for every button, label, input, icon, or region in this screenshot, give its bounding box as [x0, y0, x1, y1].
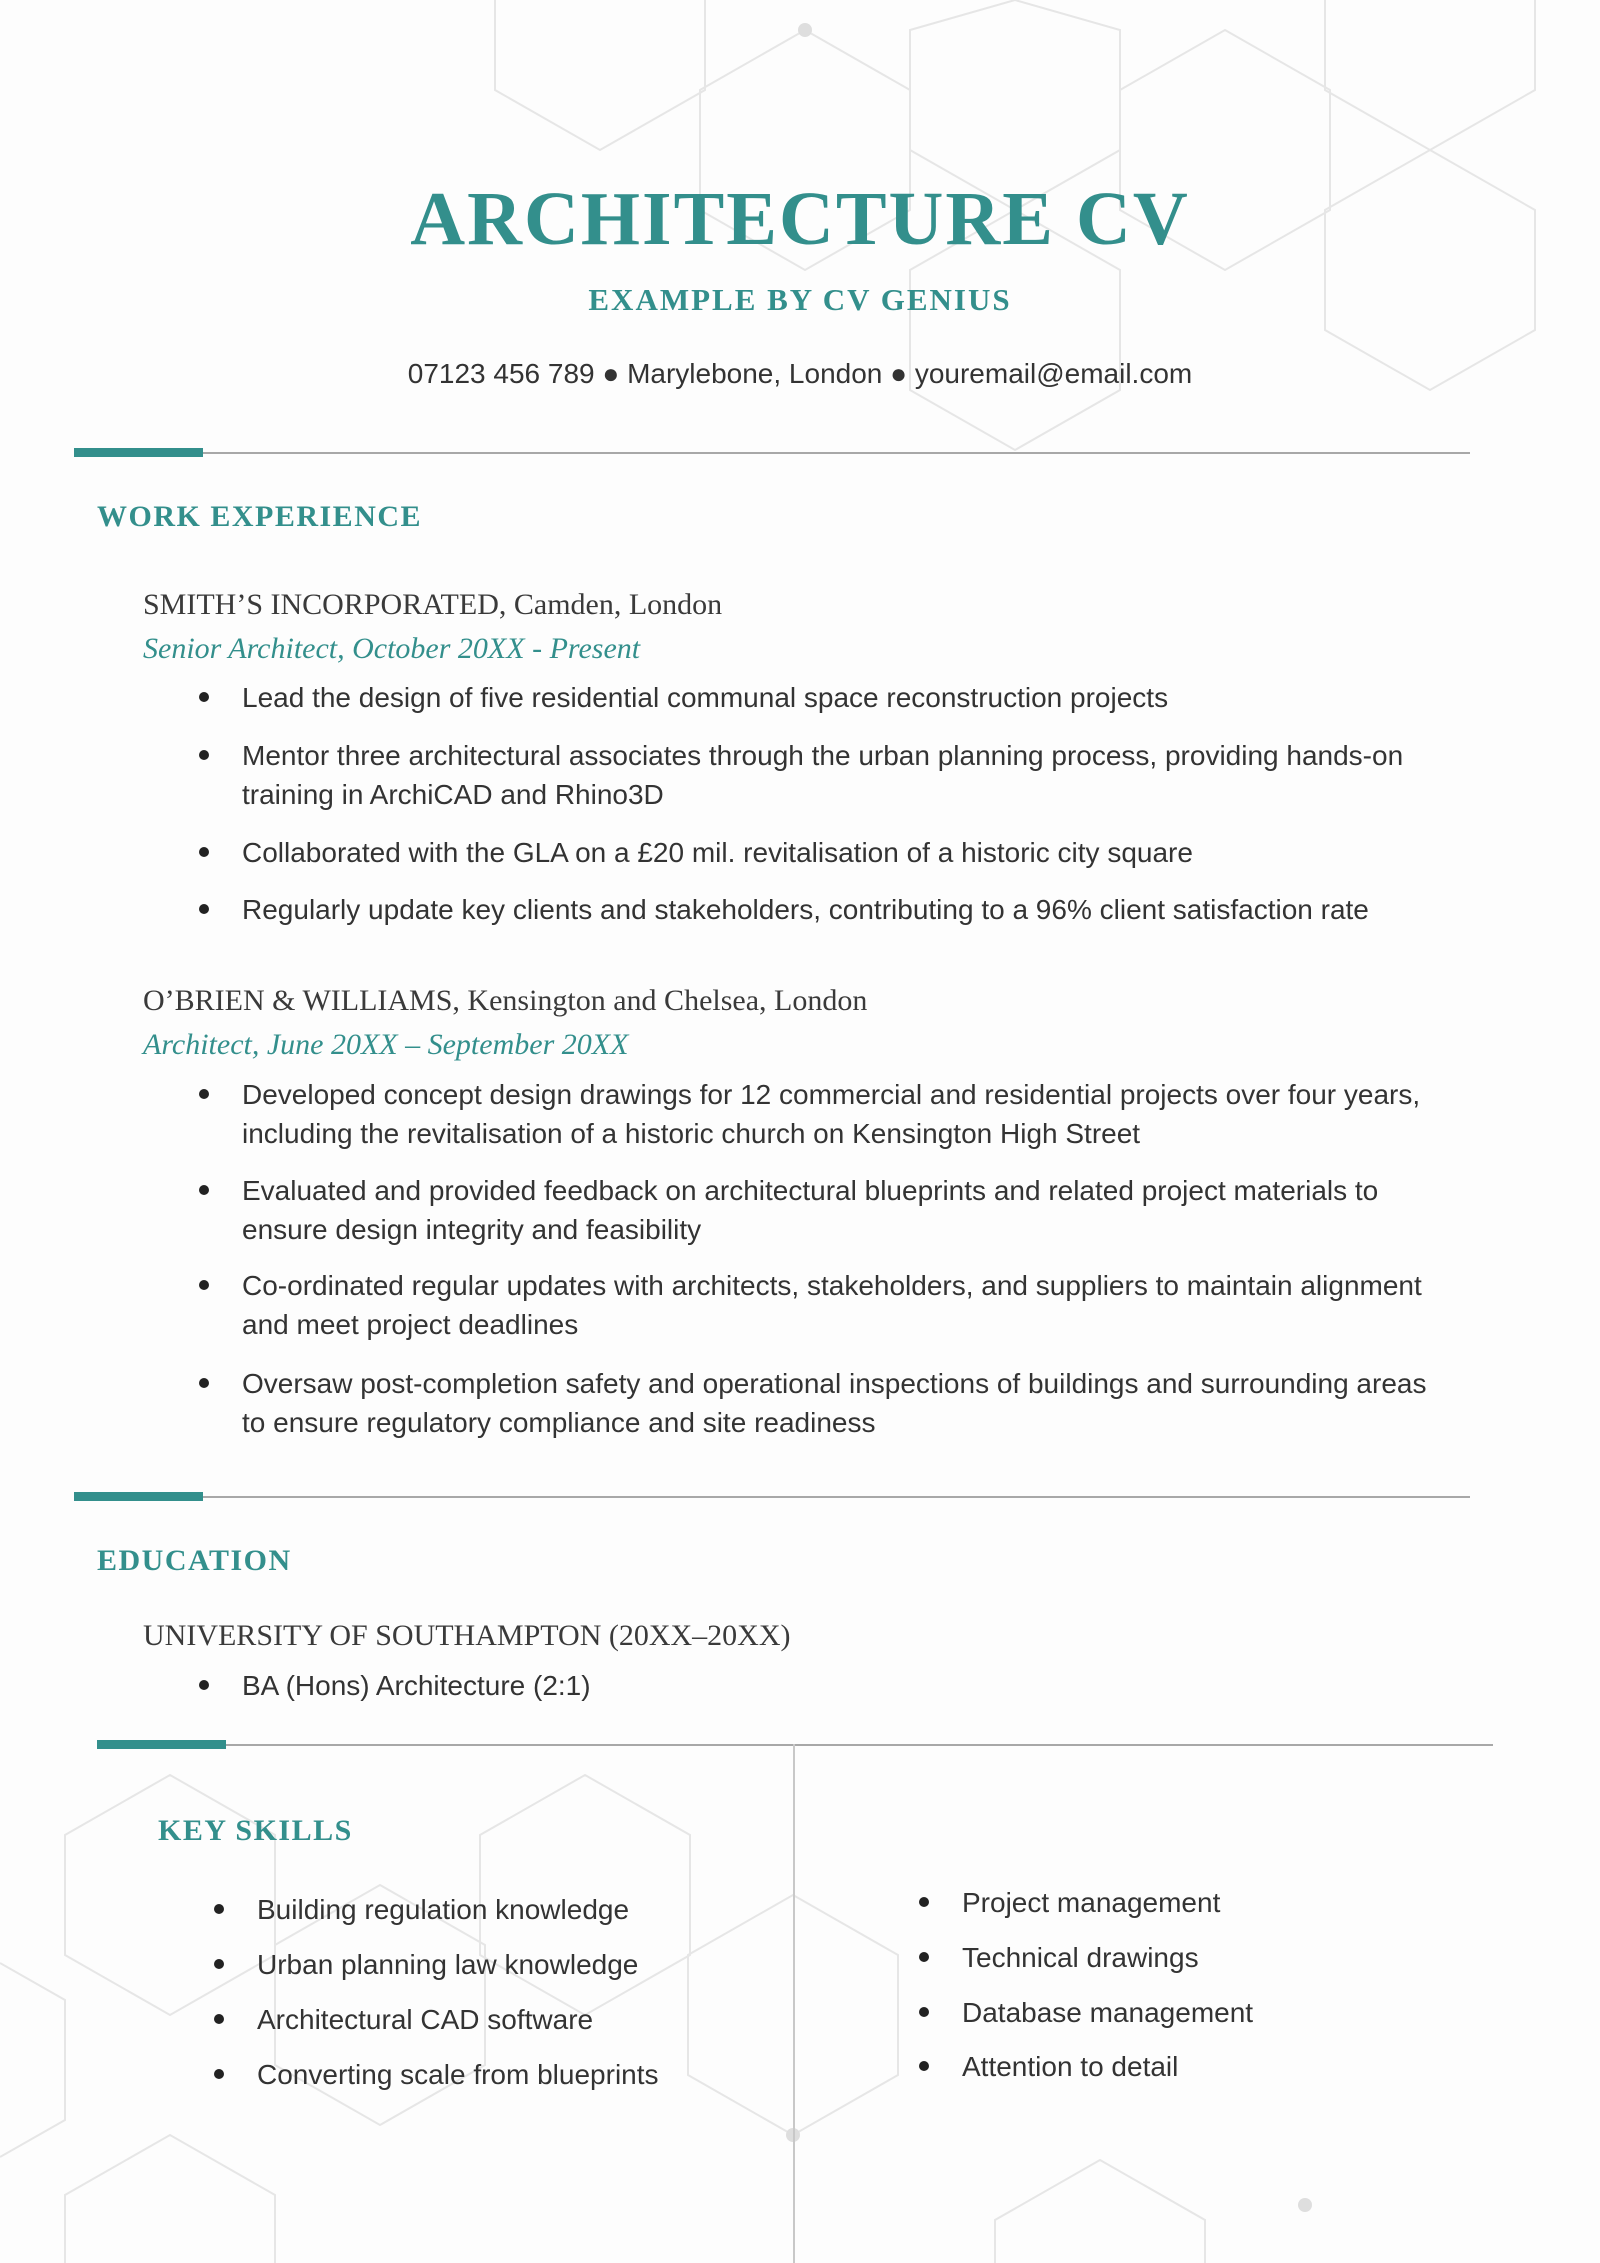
skill-item: Technical drawings [962, 1938, 1199, 1977]
bullet-icon [214, 2014, 224, 2024]
list-item: Collaborated with the GLA on a £20 mil. revitalisation of a historic city square [242, 833, 1193, 872]
list-item: Regularly update key clients and stakeholders, contributing to a 96% client satisfaction rate [242, 890, 1369, 929]
bullet-icon [214, 1904, 224, 1914]
list-item: Lead the design of five residential communal space reconstruction projects [242, 678, 1168, 717]
bullet-icon [199, 1378, 209, 1388]
education-school: UNIVERSITY OF SOUTHAMPTON (20XX–20XX) [143, 1619, 791, 1652]
contact-info: 07123 456 789 ● Marylebone, London ● youremail@email.com [407, 358, 1193, 389]
column-divider [793, 1744, 795, 2263]
divider-accent [74, 1492, 203, 1501]
bullet-icon [199, 1089, 209, 1099]
skill-item: Urban planning law knowledge [257, 1945, 638, 1984]
skill-item: Database management [962, 1993, 1253, 2032]
bullet-icon [919, 1897, 929, 1907]
bullet-icon [199, 847, 209, 857]
bullet-icon [919, 1952, 929, 1962]
bullet-icon [199, 1680, 209, 1690]
skill-item: Converting scale from blueprints [257, 2055, 659, 2094]
bullet-icon [214, 1959, 224, 1969]
bullet-icon [919, 2007, 929, 2017]
bullet-icon [199, 750, 209, 760]
bullet-icon [199, 1280, 209, 1290]
divider-line [226, 1744, 1493, 1746]
bullet-icon [199, 904, 209, 914]
skill-item: Architectural CAD software [257, 2000, 593, 2039]
list-item: Oversaw post-completion safety and operational inspections of buildings and surrounding areas to ensure regulatory compliance and site readiness [242, 1364, 1426, 1442]
bullet-icon [199, 692, 209, 702]
skill-item: Building regulation knowledge [257, 1890, 629, 1929]
section-heading-work-experience: WORK EXPERIENCE [97, 500, 423, 533]
bullet-icon [919, 2061, 929, 2071]
list-item: Co-ordinated regular updates with architects, stakeholders, and suppliers to maintain alignment and meet project deadlines [242, 1266, 1422, 1344]
divider-line [203, 452, 1470, 454]
job-company: SMITH’S INCORPORATED, Camden, London [143, 588, 723, 621]
list-item: Developed concept design drawings for 12 commercial and residential projects over four years, including the revitalisation of a historic church on Kensington High Street [242, 1075, 1420, 1153]
section-heading-education: EDUCATION [97, 1544, 292, 1577]
skill-item: Attention to detail [962, 2047, 1178, 2086]
page-subtitle: EXAMPLE BY CV GENIUS [588, 282, 1012, 317]
section-heading-key-skills: KEY SKILLS [158, 1814, 353, 1847]
list-item: BA (Hons) Architecture (2:1) [242, 1666, 591, 1705]
job-role: Architect, June 20XX – September 20XX [143, 1028, 629, 1061]
list-item: Mentor three architectural associates through the urban planning process, providing hands-on training in ArchiCAD and Rhino3D [242, 736, 1403, 814]
list-item: Evaluated and provided feedback on architectural blueprints and related project materials to ensure design integrity and feasibility [242, 1171, 1378, 1249]
divider-line [203, 1496, 1470, 1498]
page-title: ARCHITECTURE CV [410, 177, 1190, 261]
divider-accent [74, 448, 203, 457]
divider-accent [97, 1740, 226, 1749]
bullet-icon [214, 2069, 224, 2079]
bullet-icon [199, 1185, 209, 1195]
job-role: Senior Architect, October 20XX - Present [143, 632, 641, 665]
job-company: O’BRIEN & WILLIAMS, Kensington and Chelsea, London [143, 984, 868, 1017]
skill-item: Project management [962, 1883, 1220, 1922]
